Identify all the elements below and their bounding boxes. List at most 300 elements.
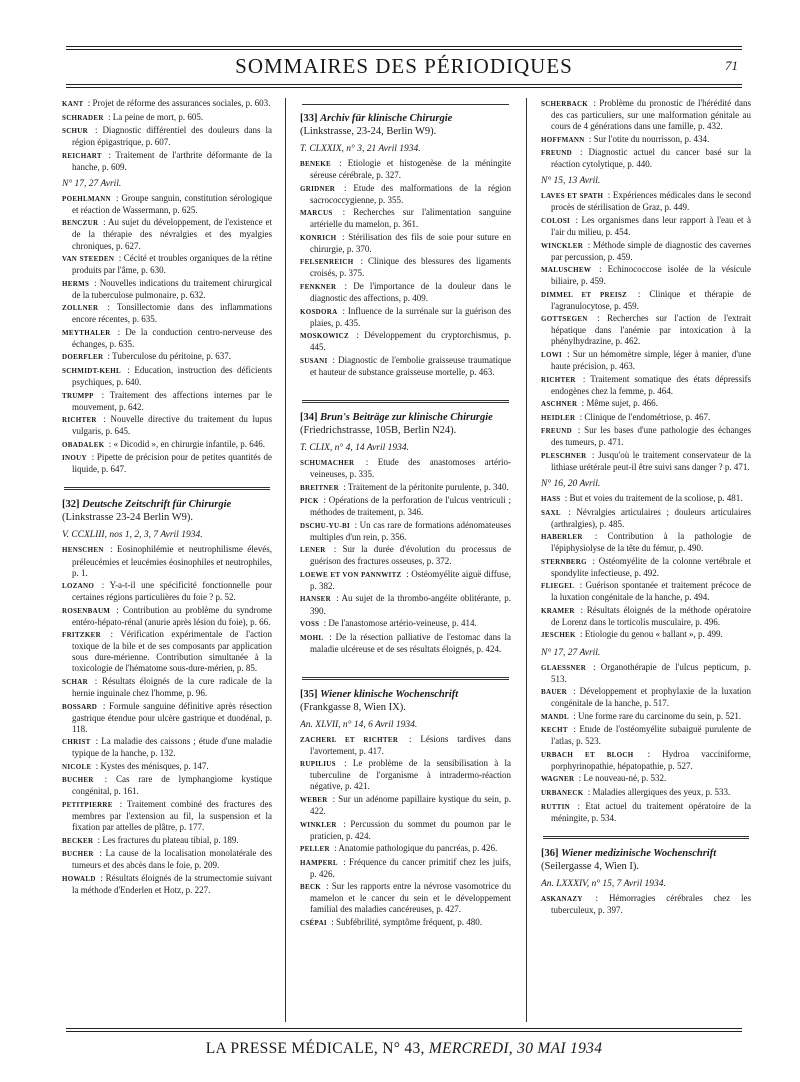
entry-text: Traitement des affections internes par le mouvement, p. 642. <box>72 389 272 412</box>
entry-separator: : <box>355 256 368 267</box>
entry-author: TRUMPP <box>62 391 94 400</box>
footer-issue: N° 43, <box>382 1040 425 1057</box>
entry-separator: : <box>105 544 118 555</box>
list-item <box>62 439 272 451</box>
entry-text: Guérison spontanée et traitement précoce de la luxation congénitale de la hanche, p. 494. <box>551 580 751 603</box>
entry-text: Résultats éloignés de la strumectomie suivant la méthode d'Enderlen et Hotz, p. 227. <box>72 872 272 895</box>
entry-text: La peine de mort, p. 605. <box>112 111 204 122</box>
list-item <box>300 794 511 817</box>
entry-author: BENCZUR <box>62 219 99 228</box>
entry-text: Subfébrilité, symptôme fréquent, p. 480. <box>335 916 482 927</box>
entry-text: Cécité et troubles organiques de la rétine produits par l'âme, p. 630. <box>72 253 272 276</box>
entry-separator: : <box>328 916 336 927</box>
entry-separator: : <box>338 231 349 242</box>
entry-separator: : <box>331 843 339 854</box>
entry-author: BOSSARD <box>62 702 98 711</box>
list-item <box>541 605 751 628</box>
entry-author: DOERFLER <box>62 353 104 362</box>
entry-separator: : <box>356 456 378 467</box>
entry-list <box>541 98 751 170</box>
entry-text: De la conduction centro-nerveuse des échanges, p. 635. <box>72 326 272 349</box>
header-rule-top-inner <box>66 49 742 50</box>
entry-author: SCHUMACHER <box>300 458 355 467</box>
list-item <box>541 215 751 238</box>
list-item <box>541 289 751 312</box>
entry-separator: : <box>576 604 587 615</box>
journal-separator <box>302 677 509 680</box>
list-item <box>300 495 511 518</box>
page-title: SOMMAIRES DES PÉRIODIQUES <box>235 54 573 78</box>
entry-text: « Dicodid », en chirurgie infantile, p. 646. <box>113 438 266 449</box>
list-item <box>62 544 272 578</box>
entry-text: Même sujet, p. 466. <box>586 398 658 409</box>
entry-author: MALUSCHEW <box>541 266 592 275</box>
list-item <box>541 134 751 146</box>
entry-separator: : <box>91 277 100 288</box>
entry-author: KOSDORA <box>300 307 338 316</box>
entry-separator: : <box>586 133 594 144</box>
entry-separator: : <box>332 158 348 169</box>
entry-author: INOUY <box>62 454 87 463</box>
list-item <box>62 150 272 173</box>
entry-author: PICK <box>300 497 319 506</box>
journal-separator <box>543 836 749 839</box>
entry-text: Les organismes dans leur rapport à l'eau et à l'air du milieu, p. 454. <box>551 214 751 237</box>
list-item <box>62 253 272 276</box>
entry-list <box>300 734 511 929</box>
entry-author: RUTTIN <box>541 802 571 811</box>
entry-separator: : <box>85 98 93 108</box>
entry-author: HAMPERL <box>300 858 338 867</box>
entry-text: Y-a-t-il une spécificité fonctionnelle pour certaines régions particulières du foie ? p. 52. <box>72 580 272 603</box>
list-item <box>541 374 751 397</box>
entry-separator: : <box>629 288 650 299</box>
entry-text: Contribution à la pathologie de l'épiphysiolyse de la tête du fémur, p. 490. <box>551 531 751 554</box>
entry-author: SCHMIDT-KEHL <box>62 366 121 375</box>
entry-author: KRAMER <box>541 606 575 615</box>
journal-title: Deutsche Zeitschrift für Chirurgie <box>82 499 232 511</box>
journal-separator <box>64 487 270 490</box>
list-item <box>62 351 272 363</box>
list-item <box>300 544 511 567</box>
entry-separator: : <box>338 281 354 292</box>
entry-separator: : <box>588 449 599 460</box>
entry-author: MOSKOWICZ <box>300 332 349 341</box>
list-item <box>300 183 511 206</box>
list-item <box>62 701 272 735</box>
entry-text: Etude de l'ostéomyélite subaiguë purulente de l'atlas, p. 523. <box>551 724 751 747</box>
entry-text: La cause de la localisation monolatérale des tumeurs et des abcès dans le foie, p. 209. <box>72 848 272 871</box>
entry-author: HANSER <box>300 595 331 604</box>
footer-journal: LA PRESSE MÉDICALE, <box>205 1040 379 1057</box>
list-item <box>62 217 272 251</box>
entry-text: Traitement somatique des états dépressifs endogènes chez la femme, p. 464. <box>551 373 751 396</box>
entry-text: Influence de la surrénale sur la guérison des plaies, p. 435. <box>310 305 511 328</box>
column-divider <box>285 98 286 1022</box>
entry-separator: : <box>92 736 102 747</box>
entry-author: KONRICH <box>300 233 337 242</box>
entry-author: HASS <box>541 494 561 503</box>
header-rule-top <box>66 46 742 47</box>
entry-list <box>300 158 511 378</box>
entry-separator: : <box>112 604 123 615</box>
entry-author: WINKLER <box>300 820 337 829</box>
journal-title: Archiv für klinische Chirurgie <box>320 113 453 124</box>
list-item <box>300 281 511 304</box>
entry-separator: : <box>334 207 354 218</box>
list-item <box>62 414 272 437</box>
entry-author: FENKNER <box>300 283 337 292</box>
column-1 <box>62 98 272 1018</box>
list-item <box>541 349 751 372</box>
entry-separator: : <box>572 800 586 811</box>
issue-heading: T. CLXXIX, n° 3, 21 Avril 1934. <box>300 144 421 154</box>
entry-author: HOFFMANN <box>541 135 585 144</box>
list-item <box>62 605 272 628</box>
entry-author: LAVES ET SPATH <box>541 192 604 201</box>
entry-text: Diagnostic différentiel des douleurs dans la région épigastrique, p. 607. <box>72 125 272 148</box>
list-item <box>62 629 272 674</box>
entry-author: LOZANO <box>62 582 95 591</box>
entry-author: FELSENREICH <box>300 258 354 267</box>
entry-author: VAN STEEDEN <box>62 255 115 264</box>
entry-text: Cas rare de lymphangiome kystique congénital, p. 161. <box>72 774 272 797</box>
entry-separator: : <box>105 111 113 122</box>
entry-author: RUPILIUS <box>300 760 336 769</box>
list-item <box>541 313 751 347</box>
list-item <box>62 848 272 871</box>
entry-separator: : <box>95 389 110 400</box>
journal-address: (Seilergasse 4, Wien I). <box>541 860 640 872</box>
entry-author: BECKER <box>62 836 94 845</box>
list-item <box>62 125 272 148</box>
list-item <box>541 686 751 709</box>
entry-text: Maladies allergiques des yeux, p. 533. <box>592 787 731 798</box>
entry-separator: : <box>102 629 121 640</box>
issue-heading: N° 15, 13 Avril. <box>541 176 601 187</box>
entry-separator: : <box>593 264 608 275</box>
entry-separator: : <box>400 733 421 744</box>
entry-text: Sur un hémomètre simple, léger à manier, d'une haute précision, p. 463. <box>551 348 751 371</box>
list-item <box>300 158 511 181</box>
entry-separator: : <box>577 629 585 640</box>
entry-author: HERMS <box>62 279 90 288</box>
entry-separator: : <box>589 313 608 324</box>
entry-separator: : <box>576 773 584 784</box>
journal-number: [33] <box>300 113 318 124</box>
entry-text: Fréquence du cancer primitif chez les juifs, p. 426. <box>310 856 511 879</box>
journal-heading <box>62 498 272 524</box>
entry-author: MOHL <box>300 633 324 642</box>
entry-author: COLOSI <box>541 216 571 225</box>
entry-separator: : <box>585 787 593 798</box>
entry-author: ASCHNER <box>541 400 578 409</box>
entry-author: ROSENBAUM <box>62 606 111 615</box>
journal-heading <box>541 847 751 873</box>
entry-separator: : <box>605 190 613 201</box>
entry-author: SCHERBACK <box>541 100 589 108</box>
entry-text: Sur les rapports entre la névrose vasomotrice du mamelon et le cancer du sein et le développement familial des maladies cancéreuses, p. 427. <box>310 881 511 915</box>
entry-author: LOWI <box>541 350 563 359</box>
list-item <box>62 761 272 773</box>
journal-heading <box>300 688 511 714</box>
entry-text: Sur un adénome papillaire kystique du sein, p. 422. <box>310 793 511 817</box>
entry-text: But et voies du traitement de la scoliose, p. 481. <box>569 492 743 503</box>
column-2 <box>300 98 511 1018</box>
list-item <box>300 917 511 929</box>
header-rule-bottom <box>66 84 742 85</box>
list-item <box>62 278 272 301</box>
entry-text: Sur l'otite du nourrisson, p. 434. <box>593 133 710 144</box>
list-item <box>541 398 751 410</box>
list-item <box>300 520 511 543</box>
journal-title: Wiener klinische Wochenschrift <box>320 688 459 700</box>
list-item <box>300 207 511 230</box>
entry-text: Diagnostic actuel du cancer basé sur la réaction cytolytique, p. 440. <box>551 147 751 170</box>
issue-heading: N° 17, 27 Avril. <box>541 647 601 658</box>
journal-title: Brun's Beiträge zur klinische Chirurgie <box>320 411 493 423</box>
entry-text: Méthode simple de diagnostic des cavernes par percussion, p. 459. <box>551 239 751 262</box>
entry-separator: : <box>573 425 585 436</box>
entry-text: Nouvelle directive du traitement du lupus vulgaris, p. 645. <box>72 414 272 437</box>
list-item <box>62 736 272 759</box>
entry-separator: : <box>350 330 365 341</box>
entry-separator: : <box>96 580 110 591</box>
entry-author: ZACHERL ET RICHTER <box>300 735 399 744</box>
entry-author: RICHTER <box>541 375 576 384</box>
entry-separator: : <box>88 452 97 463</box>
entry-author: HENSCHEN <box>62 546 104 555</box>
journal-number: [32] <box>62 499 80 511</box>
list-item <box>541 556 751 579</box>
footer-date: 30 MAI 1934 <box>517 1040 603 1057</box>
entry-text: Tuberculose du péritoine, p. 637. <box>112 351 232 362</box>
entry-separator: : <box>569 724 580 735</box>
entry-author: KANT <box>62 100 84 108</box>
entry-separator: : <box>351 519 360 530</box>
entry-author: PLESCHNER <box>541 451 587 460</box>
entry-author: LOEWE ET VON PANNWITZ <box>300 570 402 579</box>
entry-separator: : <box>97 872 106 883</box>
entry-separator: : <box>116 253 124 264</box>
entry-author: WAGNER <box>541 775 575 784</box>
entry-text: Recherches sur l'action de l'extrait hépatique dans l'anémie par intoxication à la phénylhydrazine, p. 462. <box>551 313 751 347</box>
entry-author: JESCHEK <box>541 631 576 640</box>
entry-separator: : <box>562 506 577 517</box>
entry-text: Un cas rare de formations adénomateuses multiples d'un rein, p. 356. <box>310 519 511 542</box>
entry-text: De l'importance de la douleur dans le diagnostic des affections, p. 409. <box>310 281 511 304</box>
entry-separator: : <box>90 125 103 136</box>
list-item <box>300 457 511 480</box>
entry-text: Anatomie pathologique du pancréas, p. 426. <box>338 843 498 854</box>
list-item <box>300 881 511 915</box>
entry-separator: : <box>98 414 111 425</box>
list-item <box>541 773 751 785</box>
entry-author: KECHT <box>541 726 568 735</box>
entry-separator: : <box>340 481 348 492</box>
entry-separator: : <box>327 544 343 555</box>
entry-separator: : <box>90 675 102 686</box>
header-rule-bottom-inner <box>66 87 742 88</box>
entry-text: Le problème de la sensibilisation à la tuberculine de l'organisme à intradermo-réaction négative, p. 421. <box>310 758 511 792</box>
list-item <box>300 232 511 255</box>
entry-separator: : <box>572 214 582 225</box>
entry-text: Résultats éloignés de la méthode opératoire de Lorenz dans le torticolis musculaire, p. 496. <box>551 604 751 627</box>
entry-author: HABERLER <box>541 533 583 542</box>
entry-author: FRITZKER <box>62 631 101 640</box>
list-item <box>62 452 272 475</box>
entry-author: BUCHER <box>62 776 94 785</box>
entry-separator: : <box>337 182 354 193</box>
list-item <box>541 787 751 799</box>
entry-separator: : <box>321 618 329 629</box>
list-item <box>300 857 511 880</box>
entry-text: Les fractures du plateau tibial, p. 189. <box>102 834 239 845</box>
issue-heading: N° 16, 20 Avril. <box>541 478 601 489</box>
entry-author: FLIEGEL <box>541 582 575 591</box>
entry-separator: : <box>570 710 578 721</box>
entry-separator: : <box>320 495 329 506</box>
entry-text: Résultats éloignés de la cure radicale de la hernie inguinale chez l'homme, p. 96. <box>72 675 272 699</box>
entry-text: Etude des anastomoses artério-veineuses, p. 335. <box>310 456 511 479</box>
entry-separator: : <box>577 411 585 422</box>
entry-text: Percussion du sommet du poumon par le praticien, p. 424. <box>310 818 511 841</box>
entry-text: Clinique des blessures des ligaments croisés, p. 375. <box>310 256 511 279</box>
entry-author: DIMMEL ET PREISZ <box>541 290 628 299</box>
entry-text: Traitement combiné des fractures des membres par l'extension au fil, la suspension et la fixation par attelles de plâtre, p. 177. <box>72 798 272 833</box>
entry-author: LENER <box>300 546 326 555</box>
entry-text: Sur la durée d'évolution du processus de guérison des fractures osseuses, p. 372. <box>310 544 511 567</box>
entry-text: Groupe sanguin, constitution sérologique et réaction de Wassermann, p. 625. <box>72 192 272 215</box>
entry-separator: : <box>579 398 587 409</box>
list-item <box>62 193 272 216</box>
entry-author: OBADALEK <box>62 440 105 449</box>
journal-number: [34] <box>300 411 318 423</box>
list-item <box>300 758 511 792</box>
entry-separator: : <box>114 798 127 809</box>
list-item <box>62 390 272 413</box>
entry-author: MARCUS <box>300 209 333 218</box>
page-footer <box>66 1040 742 1058</box>
entry-separator: : <box>588 661 601 672</box>
journal-number: [36] <box>541 847 559 859</box>
entry-separator: : <box>562 492 570 503</box>
list-item <box>62 799 272 833</box>
list-item <box>541 493 751 505</box>
entry-author: BUCHER <box>62 850 94 859</box>
entry-author: BENEKE <box>300 160 331 169</box>
entry-separator: : <box>105 351 113 362</box>
entry-separator: : <box>95 834 103 845</box>
issue-heading: An. XLVII, n° 14, 6 Avril 1934. <box>300 719 418 730</box>
footer-rule-top <box>66 1028 742 1029</box>
issue-heading: N° 17, 27 Avril. <box>62 178 122 189</box>
journal-address: (Linkstrasse 23-24 Berlin W9). <box>62 512 194 524</box>
entry-author: BAUER <box>541 688 568 697</box>
issue-heading: T. CLIX, n° 4, 14 Avril 1934. <box>300 442 410 453</box>
list-item <box>300 843 511 855</box>
entry-separator: : <box>576 580 586 591</box>
entry-text: Eosinophilémie et neutrophilisme élevés, préleucémies et leucémies éosinophiles et neutrophiles, p. 1. <box>72 544 272 578</box>
entry-separator: : <box>100 217 109 228</box>
list-item <box>300 632 511 655</box>
entry-text: Diagnostic de l'embolie graisseuse traumatique et hauteur de substance graisseuse mortelle, p. 463. <box>310 354 511 377</box>
entry-separator: : <box>106 438 114 449</box>
entry-author: SCHRADER <box>62 113 104 122</box>
list-item <box>62 112 272 124</box>
entry-separator: : <box>338 818 351 829</box>
entry-text: Lésions tardives dans l'avortement, p. 417. <box>310 733 511 756</box>
entry-author: BECK <box>300 883 322 892</box>
entry-author: MANDL <box>541 712 569 721</box>
entry-text: Jusqu'où le traitement conservateur de la lithiase urétérale peut-il être suivi sans danger ? p. 471. <box>551 449 751 472</box>
entry-list <box>62 193 272 476</box>
entry-text: Traitement de l'arthrite déformante de la hanche, p. 609. <box>72 149 272 172</box>
list-item <box>541 507 751 530</box>
list-item <box>541 412 751 424</box>
entry-author: PELLER <box>300 845 330 854</box>
list-item <box>62 676 272 699</box>
entry-author: URBACH ET BLOCH <box>541 750 634 759</box>
entry-separator: : <box>112 326 126 337</box>
entry-text: Echinococcose isolée de la vésicule biliaire, p. 459. <box>551 264 751 287</box>
entry-text: De la résection palliative de l'estomac dans la maladie ulcéreuse et de ses résultats éloignés, p. 424. <box>310 631 511 654</box>
entry-separator: : <box>122 364 135 375</box>
entry-text: Opérations de la perforation de l'ulcus ventriculi ; méthodes de traitement, p. 346. <box>310 495 511 518</box>
entry-text: Clinique de l'endométriose, p. 467. <box>584 411 711 422</box>
entry-text: Stérilisation des fils de soie pour suture en chirurgie, p. 370. <box>310 231 511 254</box>
entry-text: Une forme rare du carcinome du sein, p. 521. <box>577 710 742 721</box>
list-item <box>62 580 272 603</box>
entry-text: Ostéomyélite de la colonne vertébrale et spondylite infectieuse, p. 492. <box>551 555 751 578</box>
entry-text: Traitement de la péritonite purulente, p. 340. <box>347 481 509 492</box>
list-item <box>541 629 751 641</box>
entry-separator: : <box>573 147 589 158</box>
list-item <box>541 749 751 772</box>
entry-author: HOWALD <box>62 874 96 883</box>
entry-separator: : <box>112 192 122 203</box>
journal-separator <box>302 400 509 403</box>
entry-text: Pipette de précision pour de petites quantités de liquide, p. 647. <box>72 452 272 475</box>
list-item <box>62 327 272 350</box>
journal-title: Wiener medizinische Wochenschrift <box>561 847 717 859</box>
entry-separator: : <box>329 793 339 804</box>
entry-author: HEIDLER <box>541 413 576 422</box>
entry-text: Hydroa vacciniforme, porphyrinopathie, hépatopathie, p. 527. <box>551 748 751 771</box>
journal-address: (Linkstrasse, 23-24, Berlin W9). <box>300 126 437 137</box>
entry-separator: : <box>93 760 101 771</box>
entry-separator: : <box>332 593 342 604</box>
entry-separator: : <box>95 774 117 785</box>
issue-heading: V. CCXLIII, nos 1, 2, 3, 7 Avril 1934. <box>62 530 203 541</box>
entry-text: Développement du cryptorchismus, p. 445. <box>310 330 511 353</box>
entry-list <box>62 544 272 895</box>
list-item <box>541 425 751 448</box>
list-item <box>541 531 751 554</box>
entry-text: Au sujet du développement, de l'existence et de la thérapie des névralgies et des myalgies chroniques, p. 627. <box>72 217 272 251</box>
page-number: 71 <box>725 58 738 73</box>
entry-text: Clinique et thérapie de l'agranulocytose, p. 459. <box>551 288 751 311</box>
list-item <box>541 98 751 132</box>
entry-separator: : <box>584 531 608 542</box>
entry-author: STERNBERG <box>541 557 587 566</box>
entry-separator: : <box>329 354 339 365</box>
entry-text: Nouvelles indications du traitement chirurgical de la tuberculose pulmonaire, p. 632. <box>72 277 272 300</box>
list-item <box>62 835 272 847</box>
entry-text: Ostéomyélite aiguë diffuse, p. 382. <box>310 568 511 591</box>
entry-text: Névralgies articulaires ; douleurs articulaires (arthralgies), p. 485. <box>551 506 751 529</box>
entry-list <box>541 893 751 916</box>
